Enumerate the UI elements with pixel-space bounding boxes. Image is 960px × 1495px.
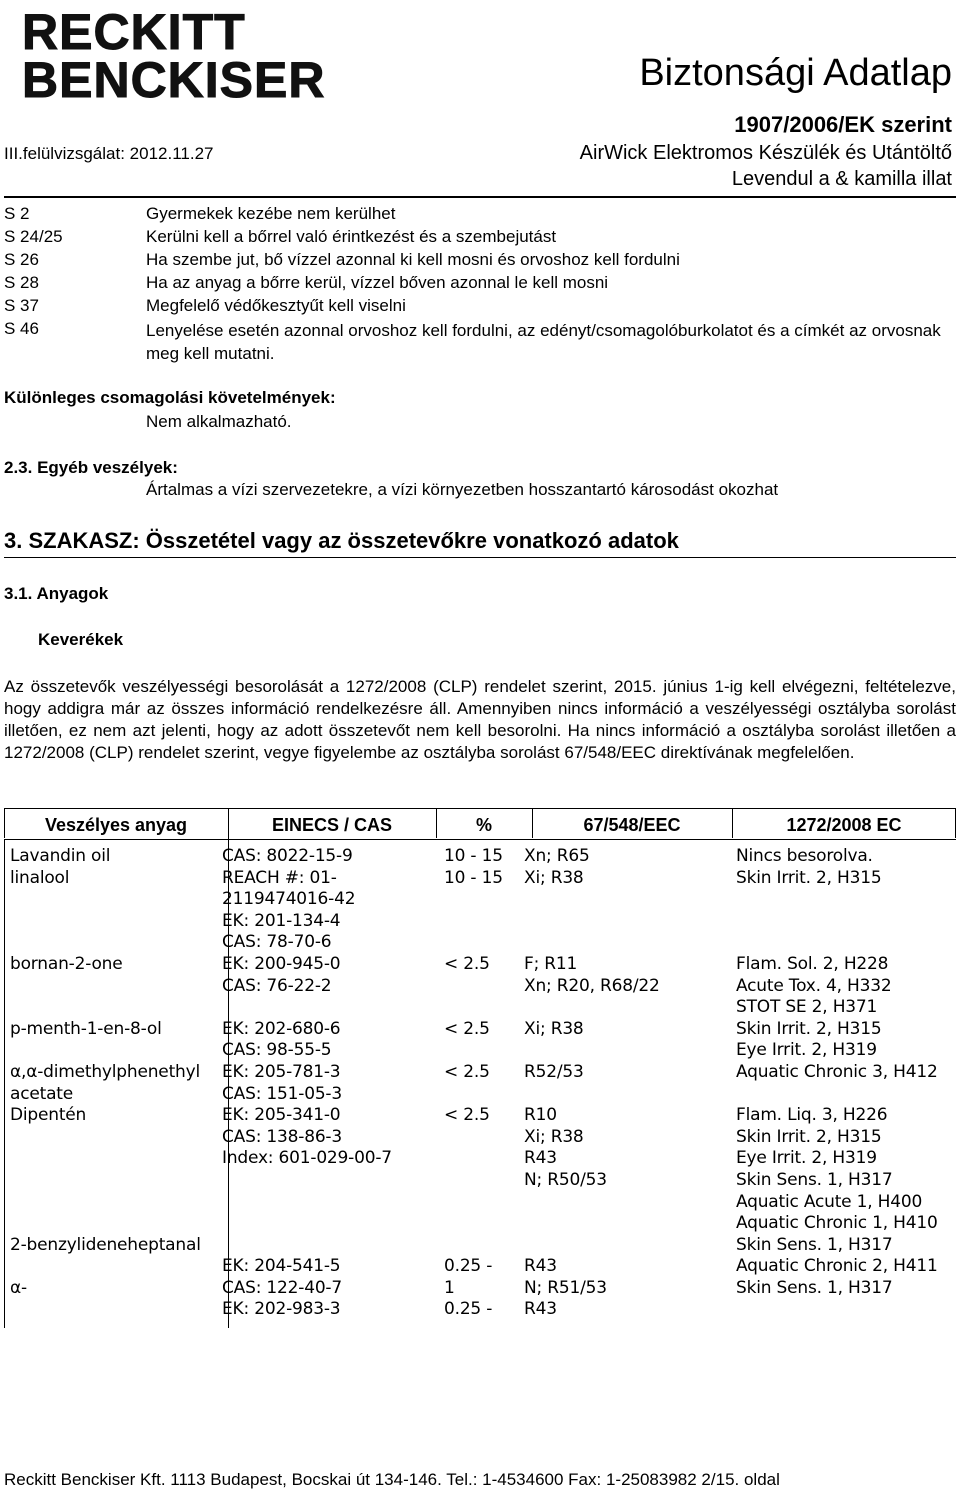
s-phrase-code: S 2 [4, 204, 30, 223]
section-3-title: 3. SZAKASZ: Összetétel vagy az összetevőkre vonatkozó adatok [4, 528, 679, 553]
mixtures-heading: Keverékek [38, 630, 124, 649]
document-title: Biztonsági Adatlap [639, 52, 952, 94]
header-clp: 1272/2008 EC [786, 815, 902, 835]
logo-line-2: BENCKISER [22, 52, 326, 108]
other-hazards-label: 2.3. Egyéb veszélyek: [4, 458, 178, 477]
other-hazards-value: Ártalmas a vízi szervezetekre, a vízi környezetben hosszantartó károsodást okozhat [146, 480, 779, 499]
header-eec: 67/548/EEC [583, 815, 681, 835]
header-divider [4, 196, 956, 198]
s-phrase-text: Megfelelő védőkesztyűt kell viselni [146, 296, 406, 315]
revision-date: III.felülvizsgálat: 2012.11.27 [4, 144, 214, 163]
regulation-reference: 1907/2006/EK szerint [734, 112, 952, 137]
s-phrase-text: Lenyelése esetén azonnal orvoshoz kell fordulni, az edényt/csomagolóburkolatot és a címkét az orvosnak meg kell mutatni. [146, 321, 941, 363]
cas-column: CAS: 8022-15-9 REACH #: 01- 2119474016-42 EK: 201-134-4 CAS: 78-70-6 EK: 200-945-0 CAS: 76-22-2 EK: 202-680-6 CAS: 98-55-5 EK: 205-781-3 CAS: 151-05-3 EK: 205-341-0 CAS: 138-86-3 Index: 601-029-00-7 EK: 204-541-5 CAS: 122-40-7 EK: 202-983-3 [222, 846, 392, 1320]
substances-heading: 3.1. Anyagok [4, 584, 109, 603]
table-column-divider [532, 808, 533, 838]
product-variant: Levendul a & kamilla illat [731, 168, 952, 190]
eec-column: Xn; R65 Xi; R38 F; R11 Xn; R20, R68/22 Xi; R38 R52/53 R10 Xi; R38 R43 N; R50/53 R43 N; R51/53 R43 [524, 846, 660, 1320]
s-phrase-code: S 46 [4, 319, 39, 338]
clp-column: Nincs besorolva. Skin Irrit. 2, H315 Flam. Sol. 2, H228 Acute Tox. 4, H332 STOT SE 2, H371 Skin Irrit. 2, H315 Eye Irrit. 2, H319 Aquatic Chronic 3, H412 Flam. Liq. 3, H226 Skin Irrit. 2, H315 Eye Irrit. 2, H319 Skin Sens. 1, H317 Aquatic Acute 1, H400 Aquatic Chronic 1, H410 Skin Sens. 1, H317 Aquatic Chronic 2, H411 Skin Sens. 1, H317 [736, 846, 938, 1298]
s-phrase-text: Ha az anyag a bőrre kerül, vízzel bőven azonnal le kell mosni [146, 273, 609, 292]
company-logo [22, 4, 326, 110]
product-name: AirWick Elektromos Készülék és Utántöltő [579, 142, 952, 164]
s-phrase-code: S 26 [4, 250, 39, 269]
packaging-value: Nem alkalmazható. [146, 412, 292, 431]
s-phrase-code: S 24/25 [4, 227, 63, 246]
packaging-label: Különleges csomagolási követelmények: [4, 388, 336, 407]
s-phrase-text: Ha szembe jut, bő vízzel azonnal ki kell mosni és orvoshoz kell fordulni [146, 250, 680, 269]
table-body [4, 840, 956, 1328]
classification-paragraph: Az összetevők veszélyességi besorolását a 1272/2008 (CLP) rendelet szerint, 2015. június 1-ig kell elvégezni, feltételezve, hogy addigra már az összes információ rendelkezésre áll. Amennyiben nincs információ a veszélyességi osztályba sorolást illetően, ez nem azt jelenti, hogy az adott összetevőt nem kell besorolni. Ha nincs információ a osztályba sorolást illetően a 1272/2008 (CLP) rendelet szerint, vegye figyelembe az osztályba sorolást 67/548/EEC direktívának megfelelően. [4, 677, 956, 762]
s-phrase-text: Gyermekek kezébe nem kerülhet [146, 204, 396, 223]
table-column-divider [4, 808, 5, 838]
header-percent: % [475, 815, 492, 835]
s-phrase-text: Kerülni kell a bőrrel való érintkezést és a szembejutást [146, 227, 557, 246]
logo-line-1: RECKITT [22, 4, 246, 60]
s-phrase-code: S 37 [4, 296, 39, 315]
header-substance: Veszélyes anyag [44, 815, 188, 835]
table-column-divider [955, 808, 956, 838]
table-header [4, 808, 956, 840]
table-column-divider [732, 808, 733, 838]
table-column-divider [436, 808, 437, 838]
section-divider [4, 557, 956, 558]
page-footer: Reckitt Benckiser Kft. 1113 Budapest, Bocskai út 134-146. Tel.: 1-4534600 Fax: 1-25083982 2/15. oldal [4, 1470, 780, 1489]
percent-column: 10 - 15 10 - 15 < 2.5 < 2.5 < 2.5 < 2.5 0.25 - 1 0.25 - [444, 846, 503, 1320]
substance-column: Lavandin oil linalool bornan-2-one p-menth-1-en-8-ol α,α-dimethylphenethyl acetate Dipentén 2-benzylideneheptanal α- [10, 846, 201, 1298]
hazardous-ingredients-table [4, 808, 956, 1328]
s-phrase-code: S 28 [4, 273, 39, 292]
header-cas: EINECS / CAS [271, 815, 393, 835]
